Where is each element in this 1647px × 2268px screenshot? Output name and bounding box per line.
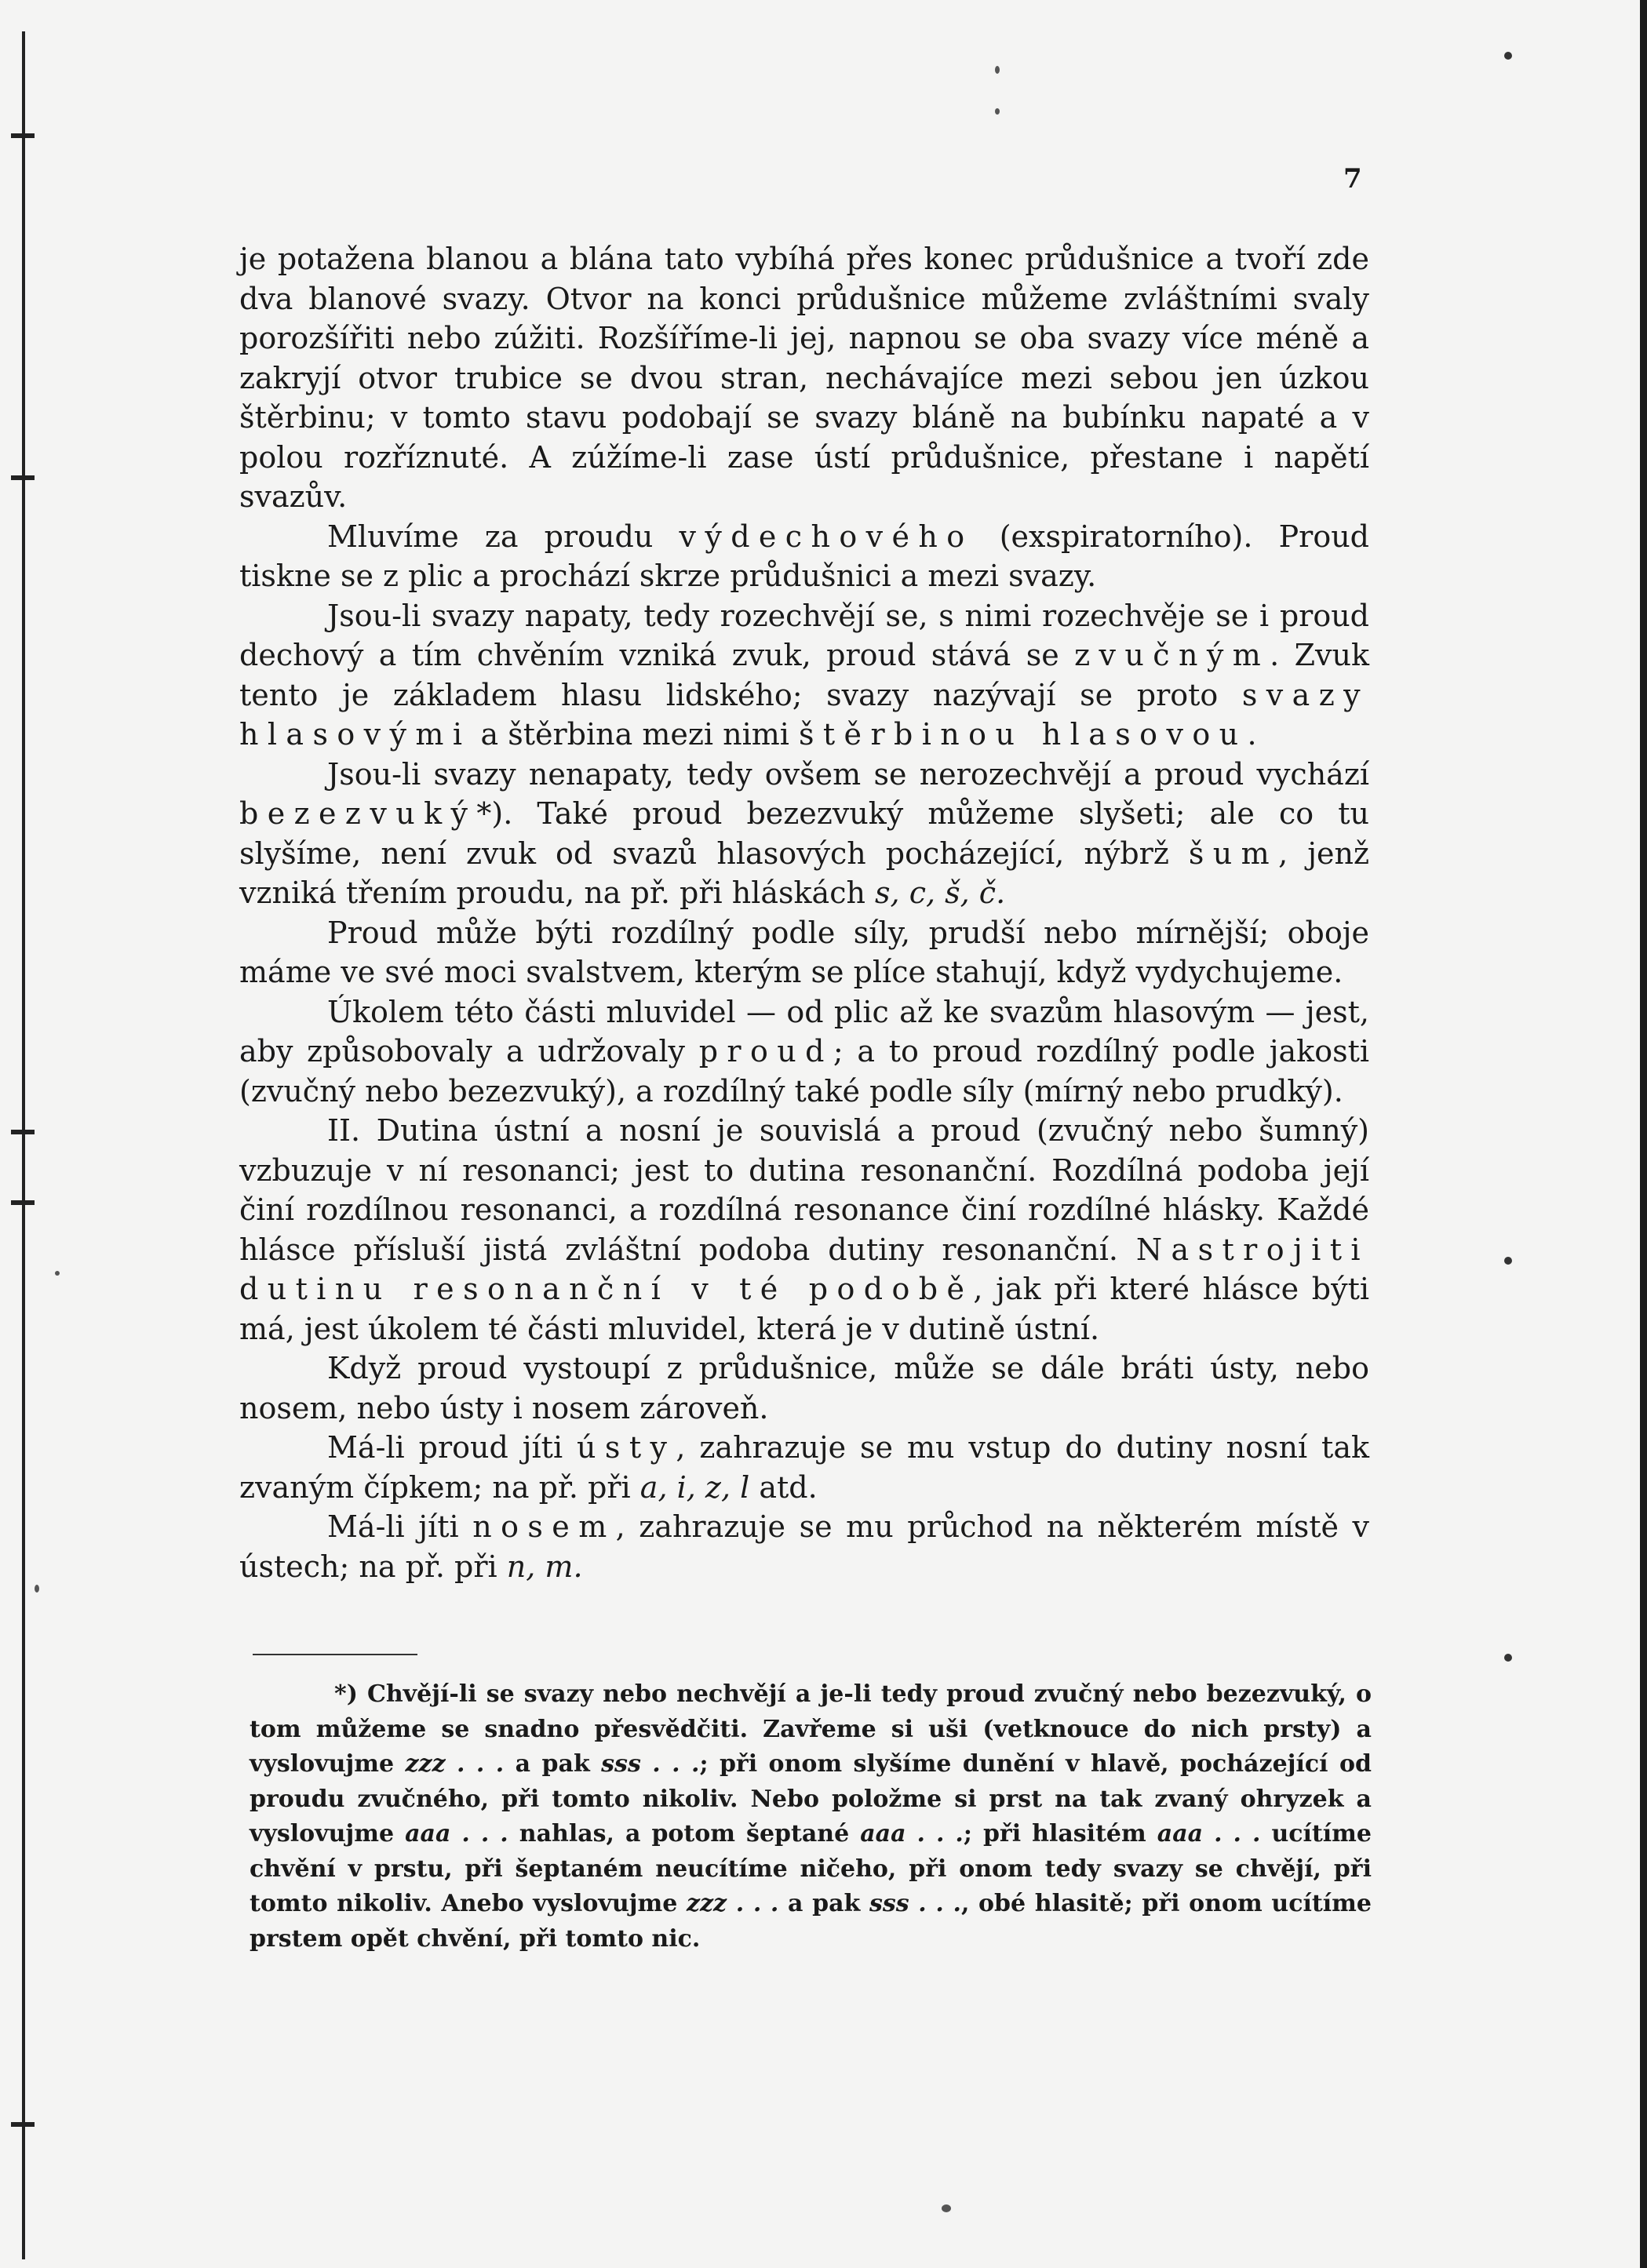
paragraph (239, 517, 1369, 596)
spaced-term: zvučným (1074, 638, 1270, 672)
text-run: II. Dutina ústní a nosní je souvislá a proud (zvučný nebo šumný) vzbuzuje v ní resonanci; jest to dutina resonanční. Rozdílná podoba její činí rozdílnou resonanci, a rozdílná resonance činí rozdílné hlásky. Každé hlásce přísluší jistá zvláštní podoba dutiny resonanční. (239, 1113, 1369, 1267)
text-run: Jsou-li svazy nenapaty, tedy ovšem se nerozechvějí a proud vychází (327, 756, 1369, 792)
italic-sound: zzz . . . (686, 1890, 779, 1917)
text-run: ; při onom slyšíme dunění v hlavě, pocházející od proudu zvučného, při tomto nikoliv. Nebo položme si prst na tak zvaný ohryzek a vyslovujme (250, 1750, 1372, 1848)
speck (942, 2204, 951, 2212)
text-run: Úkolem této části mluvidel — od plic až ke svazům hlasovým — jest, aby způsobovaly a udržovaly (239, 994, 1369, 1068)
text-run: *) Chvějí-li se svazy nebo nechvějí a je-li tedy proud zvučný nebo bezezvuký, o tom můžeme se snadno přesvědčiti. Zavřeme si uši (vetknouce do nich prsty) a vyslovujme (250, 1680, 1372, 1778)
speck (1504, 52, 1512, 60)
speck (35, 1585, 39, 1593)
paragraph (239, 1111, 1369, 1349)
page-number: 7 (1343, 163, 1362, 195)
binding-edge (22, 31, 25, 2259)
text-run: a pak (504, 1750, 602, 1778)
spaced-term: bezezvuký (239, 796, 477, 831)
italic-letters: a, i, z, l (639, 1469, 750, 1505)
text-run: Mluvíme za proudu (327, 519, 680, 554)
spaced-term: ústy (577, 1430, 676, 1465)
italic-letters: n, m. (506, 1549, 583, 1584)
text-run: Proud může býti rozdílný podle síly, prudší nebo mírnější; oboje máme ve své moci svalstvem, kterým se plíce stahují, když vydychujeme. (239, 915, 1369, 989)
text-run: Když proud vystoupí z průdušnice, může se dále bráti ústy, nebo nosem, nebo ústy i nosem zároveň. (239, 1351, 1369, 1425)
spaced-term: nosem (472, 1509, 616, 1544)
paragraph (239, 1507, 1369, 1586)
text-run: , jak při které hlásce býti má, jest úkolem té části mluvidel, která je v dutině ústní. (239, 1272, 1369, 1346)
speck (995, 66, 1000, 74)
text-run: , obé hlasitě; při onom ucítíme prstem opět chvění, při tomto nic. (250, 1890, 1372, 1953)
italic-sound: aaa . . . (1157, 1820, 1261, 1848)
binding-mark (11, 1130, 35, 1134)
text-run: Má-li jíti (327, 1509, 473, 1544)
speck (55, 1271, 60, 1276)
text-run: a štěrbina mezi nimi (471, 717, 799, 752)
text-run: Jsou-li svazy napaty, tedy rozechvějí se, s nimi rozechvěje se i proud dechový a tím chvěním vzniká zvuk, proud stává se (239, 598, 1369, 672)
spaced-term: Nastrojiti dutinu resonanční v té podobě (239, 1232, 1369, 1306)
text-run: je potažena blanou a blána tato vybíhá přes konec průdušnice a tvoří zde dva blanové svazy. Otvor na konci průdušnice můžeme zvláštními svaly porozšířiti nebo zúžiti. Rozšíříme-li jej, napnou se oba svazy více méně a zakryjí otvor trubice se dvou stran, nechávajíce mezi sebou jen úzkou štěrbinu; v tomto stavu podobají se svazy bláně na bubínku napaté a v polou rozříznuté. A zúžíme-li zase ústí průdušnice, přestane i napětí svazův. (239, 242, 1369, 514)
paragraph (239, 1428, 1369, 1507)
text-run: Má-li proud jíti (327, 1430, 578, 1465)
italic-sound: sss . . . (601, 1750, 700, 1778)
italic-sound: aaa . . . (860, 1820, 964, 1848)
speck (995, 108, 1000, 115)
spaced-term: proud (698, 1034, 833, 1068)
speck (1504, 1654, 1512, 1662)
spaced-term: svazy hlasovými (239, 677, 1369, 752)
italic-sound: sss . . . (869, 1890, 961, 1917)
spaced-term: výdechového (679, 519, 974, 554)
spaced-term: šum (1188, 835, 1279, 871)
footnote-paragraph (250, 1677, 1372, 1957)
text-run: , zahrazuje se mu průchod na některém místě v ústech; na př. při (239, 1509, 1370, 1584)
text-run: ; při hlasitém (963, 1820, 1157, 1848)
italic-sound: zzz . . . (405, 1750, 505, 1778)
text-run: ucítíme chvění v prstu, při šeptaném neucítíme ničeho, při onom tedy svazy se chvějí, při tomto nikoliv. Anebo vyslovujme (250, 1820, 1372, 1917)
binding-mark (11, 2122, 35, 2127)
binding-mark (11, 475, 35, 480)
text-run: . Zvuk tento je základem hlasu lidského; svazy nazývají se proto (239, 638, 1369, 712)
spaced-term: štěrbinou hlasovou (798, 717, 1248, 752)
text-run: , zahrazuje se mu vstup do dutiny nosní tak zvaným čípkem; na př. při (239, 1430, 1369, 1505)
paragraph (239, 596, 1369, 755)
binding-mark (11, 1200, 35, 1205)
footnote-rule (253, 1654, 417, 1655)
binding-mark (11, 133, 35, 138)
text-run: , jenž vzniká třením proudu, na př. při hláskách (239, 835, 1369, 910)
text-run: atd. (749, 1469, 818, 1505)
paragraph (239, 1349, 1369, 1428)
scan-edge (1640, 0, 1647, 2268)
text-run: a pak (778, 1890, 869, 1917)
paragraph (239, 239, 1369, 517)
italic-sound: aaa . . . (405, 1820, 508, 1848)
text-run: . (1247, 717, 1257, 752)
text-run: *). Také proud bezezvuký můžeme slyšeti; ale co tu slyšíme, není zvuk od svazů hlasových pocházející, nýbrž (239, 796, 1369, 871)
text-run: (exspiratorního). Proud tiskne se z plic a prochází skrze průdušnici a mezi svazy. (239, 519, 1369, 593)
paragraph (239, 913, 1369, 992)
paragraph (239, 992, 1369, 1112)
main-text (239, 239, 1369, 1586)
text-run: nahlas, a potom šeptané (508, 1820, 861, 1848)
footnote (250, 1677, 1372, 1957)
paragraph (239, 755, 1369, 913)
text-run: ; a to proud rozdílný podle jakosti (zvučný nebo bezezvuký), a rozdílný také podle síly (mírný nebo prudký). (239, 1034, 1369, 1109)
italic-letters: s, c, š, č. (875, 876, 1006, 910)
speck (1504, 1257, 1512, 1265)
